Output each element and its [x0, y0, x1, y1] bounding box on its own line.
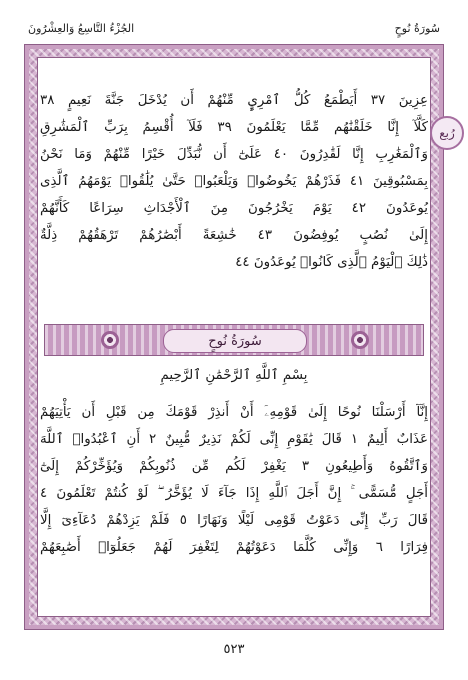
verse-line: وَٱلْمَغَٰرِبِ إِنَّا لَقَٰدِرُونَ ٤٠ عَلَىٰٓ أَن نُّبَدِّلَ خَيْرًا مِّنْهُمْ وَمَا نَحْنُ [40, 147, 428, 162]
page-number: ٥٢٣ [223, 642, 245, 657]
verse-line: كَلَّآ إِنَّا خَلَقْنَٰهُم مِّمَّا يَعْلَمُونَ ٣٩ فَلَآ أُقْسِمُ بِرَبِّ ٱلْمَشَٰرِقِ [40, 120, 429, 135]
verse-line: وَٱتَّقُوهُ وَأَطِيعُونِ ٣ يَغْفِرْ لَكُم مِّن ذُنُوبِكُمْ وَيُؤَخِّرْكُمْ إِلَىٰٓ [40, 459, 428, 474]
rosette-icon [101, 331, 119, 349]
verse-line: قَالَ رَبِّ إِنِّى دَعَوْتُ قَوْمِى لَيْلًا وَنَهَارًا ٥ فَلَمْ يَزِدْهُمْ دُعَآءِىٓ إِلَّا [40, 513, 428, 528]
verse-line: إِنَّآ أَرْسَلْنَا نُوحًا إِلَىٰ قَوْمِهِۦٓ أَنْ أَنذِرْ قَوْمَكَ مِن قَبْلِ أَن يَأْتِيَهُمْ [40, 405, 428, 420]
surah-name-header: سُورَةُ نُوحٍ [394, 22, 440, 35]
surah-title: سُورَةُ نُوحٍ [163, 329, 307, 353]
bismillah: بِسْمِ ٱللَّهِ ٱلرَّحْمَٰنِ ٱلرَّحِيمِ [160, 368, 308, 383]
verse-line: عَذَابٌ أَلِيمٌ ١ قَالَ يَٰقَوْمِ إِنِّى لَكُمْ نَذِيرٌ مُّبِينٌ ٢ أَنِ ٱعْبُدُوا۟ ٱللَّهَ [40, 432, 428, 447]
verse-line: ذَٰلِكَ ٱلْيَوْمُ ٱلَّذِى كَانُوا۟ يُوعَدُونَ ٤٤ [235, 255, 428, 270]
surah-title-banner [44, 324, 424, 356]
rub-marker: رُبع [430, 116, 464, 150]
juz-name-header: الجُزْءُ التَّاسِعُ وَالعِشْرُونَ [28, 22, 135, 35]
verse-line: إِلَىٰ نُصُبٍ يُوفِضُونَ ٤٣ خَٰشِعَةً أَبْصَٰرُهُمْ تَرْهَقُهُمْ ذِلَّةٌ [40, 228, 428, 243]
verse-line: أَجَلٍ مُّسَمًّى ۚ إِنَّ أَجَلَ ٱللَّهِ إِذَا جَآءَ لَا يُؤَخَّرُ ۖ لَوْ كُنتُمْ تَعْلَمُونَ ٤ [40, 486, 428, 501]
verse-line: بِمَسْبُوقِينَ ٤١ فَذَرْهُمْ يَخُوضُوا۟ وَيَلْعَبُوا۟ حَتَّىٰ يُلَٰقُوا۟ يَوْمَهُمُ ٱلَّذِى [40, 174, 428, 189]
rosette-icon [351, 331, 369, 349]
verse-line: يُوعَدُونَ ٤٢ يَوْمَ يَخْرُجُونَ مِنَ ٱلْأَجْدَاثِ سِرَاعًا كَأَنَّهُمْ [40, 201, 428, 216]
verse-line: فِرَارًا ٦ وَإِنِّى كُلَّمَا دَعَوْتُهُمْ لِتَغْفِرَ لَهُمْ جَعَلُوٓا۟ أَصَٰبِعَهُمْ [40, 540, 428, 555]
verse-line: عِزِينَ ٣٧ أَيَطْمَعُ كُلُّ ٱمْرِيٍٕ مِّنْهُمْ أَن يُدْخَلَ جَنَّةَ نَعِيمٍ ٣٨ [40, 93, 428, 108]
